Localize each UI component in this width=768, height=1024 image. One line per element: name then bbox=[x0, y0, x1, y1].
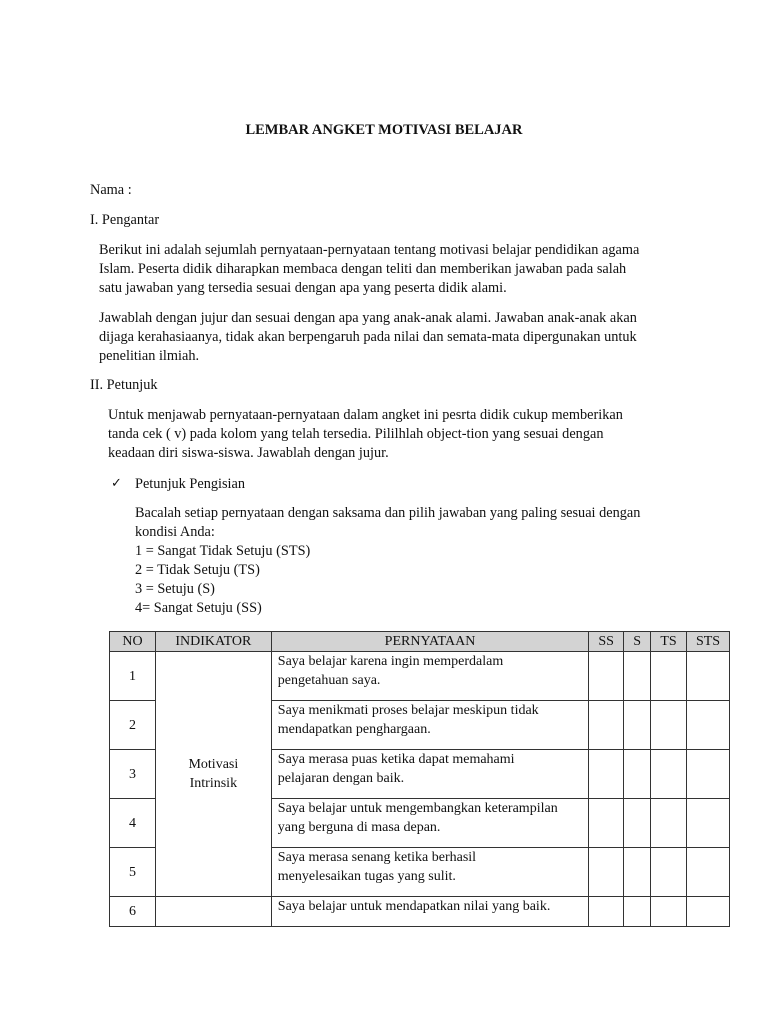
bullet-label: Petunjuk Pengisian bbox=[135, 476, 246, 492]
answer-cell-s[interactable] bbox=[624, 897, 651, 927]
text-line: satu jawaban yang tersedia sesuai dengan apa yang peserta didik alami. bbox=[99, 280, 507, 296]
statement-cell bbox=[271, 848, 588, 897]
statement-line: pengetahuan saya. bbox=[277, 673, 381, 688]
table-row bbox=[110, 897, 730, 927]
answer-cell-s[interactable] bbox=[624, 750, 651, 799]
answer-cell-ts[interactable] bbox=[651, 897, 687, 927]
answer-cell-ts[interactable] bbox=[651, 750, 687, 799]
answer-cell-sts[interactable] bbox=[687, 799, 730, 848]
text-line: dijaga kerahasiaanya, tidak akan berpengaruh pada nilai dan semata-mata dipergunakan untuk bbox=[99, 329, 637, 345]
answer-cell-sts[interactable] bbox=[687, 652, 730, 701]
answer-cell-ss[interactable] bbox=[589, 799, 624, 848]
scale-item: 3 = Setuju (S) bbox=[135, 581, 215, 597]
statement-line: Saya merasa puas ketika dapat memahami bbox=[277, 752, 515, 767]
row-number: 4 bbox=[110, 799, 156, 848]
answer-cell-ts[interactable] bbox=[651, 701, 687, 750]
text-line: Bacalah setiap pernyataan dengan saksama dan pilih jawaban yang paling sesuai dengan bbox=[135, 505, 641, 521]
statement-line: pelajaran dengan baik. bbox=[277, 771, 405, 786]
answer-cell-sts[interactable] bbox=[687, 750, 730, 799]
indicator-cell bbox=[155, 652, 271, 897]
text-line: Jawablah dengan jujur dan sesuai dengan apa yang anak-anak alami. Jawaban anak-anak akan bbox=[99, 310, 637, 326]
answer-cell-ts[interactable] bbox=[651, 848, 687, 897]
answer-cell-ts[interactable] bbox=[651, 652, 687, 701]
text-line: Untuk menjawab pernyataan-pernyataan dalam angket ini pesrta didik cukup memberikan bbox=[108, 407, 623, 423]
text-line: Islam. Peserta didik diharapkan membaca dengan teliti dan memberikan jawaban pada salah bbox=[99, 261, 627, 277]
answer-cell-ss[interactable] bbox=[589, 701, 624, 750]
answer-cell-ss[interactable] bbox=[589, 652, 624, 701]
table-header-row bbox=[110, 632, 730, 652]
row-number: 2 bbox=[110, 701, 156, 750]
statement-line: Saya merasa senang ketika berhasil bbox=[277, 850, 477, 865]
statement-line: menyelesaikan tugas yang sulit. bbox=[277, 869, 456, 884]
answer-cell-ss[interactable] bbox=[589, 750, 624, 799]
row-number: 6 bbox=[110, 897, 156, 927]
header-sts: STS bbox=[687, 632, 730, 652]
answer-cell-s[interactable] bbox=[624, 701, 651, 750]
header-ss: SS bbox=[589, 632, 624, 652]
statement-cell bbox=[271, 652, 588, 701]
statement-line: Saya belajar untuk mendapatkan nilai yang baik. bbox=[277, 899, 551, 914]
questionnaire-table bbox=[109, 631, 730, 927]
statement-line: Saya belajar karena ingin memperdalam bbox=[277, 654, 504, 669]
checkmark-icon: ✓ bbox=[111, 476, 122, 491]
header-no: NO bbox=[110, 632, 156, 652]
answer-cell-s[interactable] bbox=[624, 799, 651, 848]
section-heading-pengantar: I. Pengantar bbox=[90, 212, 160, 228]
statement-cell bbox=[271, 750, 588, 799]
scale-item: 2 = Tidak Setuju (TS) bbox=[135, 562, 260, 578]
answer-cell-ss[interactable] bbox=[589, 848, 624, 897]
text-line: Berikut ini adalah sejumlah pernyataan-pernyataan tentang motivasi belajar pendidikan agama bbox=[99, 242, 640, 258]
page-title: LEMBAR ANGKET MOTIVASI BELAJAR bbox=[245, 122, 523, 138]
statement-cell bbox=[271, 799, 588, 848]
text-line: kondisi Anda: bbox=[135, 524, 215, 540]
text-line: tanda cek ( v) pada kolom yang telah tersedia. Pililhlah object-tion yang sesuai dengan bbox=[108, 426, 604, 442]
name-label: Nama : bbox=[90, 182, 132, 198]
section-heading-petunjuk: II. Petunjuk bbox=[90, 377, 158, 393]
statement-cell bbox=[271, 701, 588, 750]
row-number: 5 bbox=[110, 848, 156, 897]
scale-instructions bbox=[135, 504, 725, 618]
intro-paragraph-2 bbox=[99, 309, 719, 366]
answer-cell-sts[interactable] bbox=[687, 848, 730, 897]
text-line: penelitian ilmiah. bbox=[99, 348, 200, 364]
row-number: 3 bbox=[110, 750, 156, 799]
header-pernyataan: PERNYATAAN bbox=[271, 632, 588, 652]
statement-line: yang berguna di masa depan. bbox=[277, 820, 441, 835]
statement-line: mendapatkan penghargaan. bbox=[277, 722, 431, 737]
scale-item: 1 = Sangat Tidak Setuju (STS) bbox=[135, 543, 311, 559]
answer-cell-s[interactable] bbox=[624, 652, 651, 701]
row-number: 1 bbox=[110, 652, 156, 701]
answer-cell-ts[interactable] bbox=[651, 799, 687, 848]
answer-cell-sts[interactable] bbox=[687, 701, 730, 750]
text-line: keadaan diri siswa-siswa. Jawablah dengan jujur. bbox=[108, 445, 389, 461]
intro-paragraph-1 bbox=[99, 241, 719, 298]
instructions-paragraph bbox=[108, 406, 718, 463]
statement-line: Saya menikmati proses belajar meskipun tidak bbox=[277, 703, 539, 718]
statement-cell bbox=[271, 897, 588, 927]
header-ts: TS bbox=[651, 632, 687, 652]
answer-cell-sts[interactable] bbox=[687, 897, 730, 927]
statement-line: Saya belajar untuk mengembangkan keterampilan bbox=[277, 801, 558, 816]
scale-item: 4= Sangat Setuju (SS) bbox=[135, 600, 262, 616]
indicator-label: Motivasi bbox=[188, 757, 239, 772]
table-row bbox=[110, 652, 730, 701]
indicator-cell-empty bbox=[155, 897, 271, 927]
header-s: S bbox=[624, 632, 651, 652]
answer-cell-ss[interactable] bbox=[589, 897, 624, 927]
header-indikator: INDIKATOR bbox=[155, 632, 271, 652]
answer-cell-s[interactable] bbox=[624, 848, 651, 897]
indicator-label: Intrinsik bbox=[189, 776, 238, 791]
